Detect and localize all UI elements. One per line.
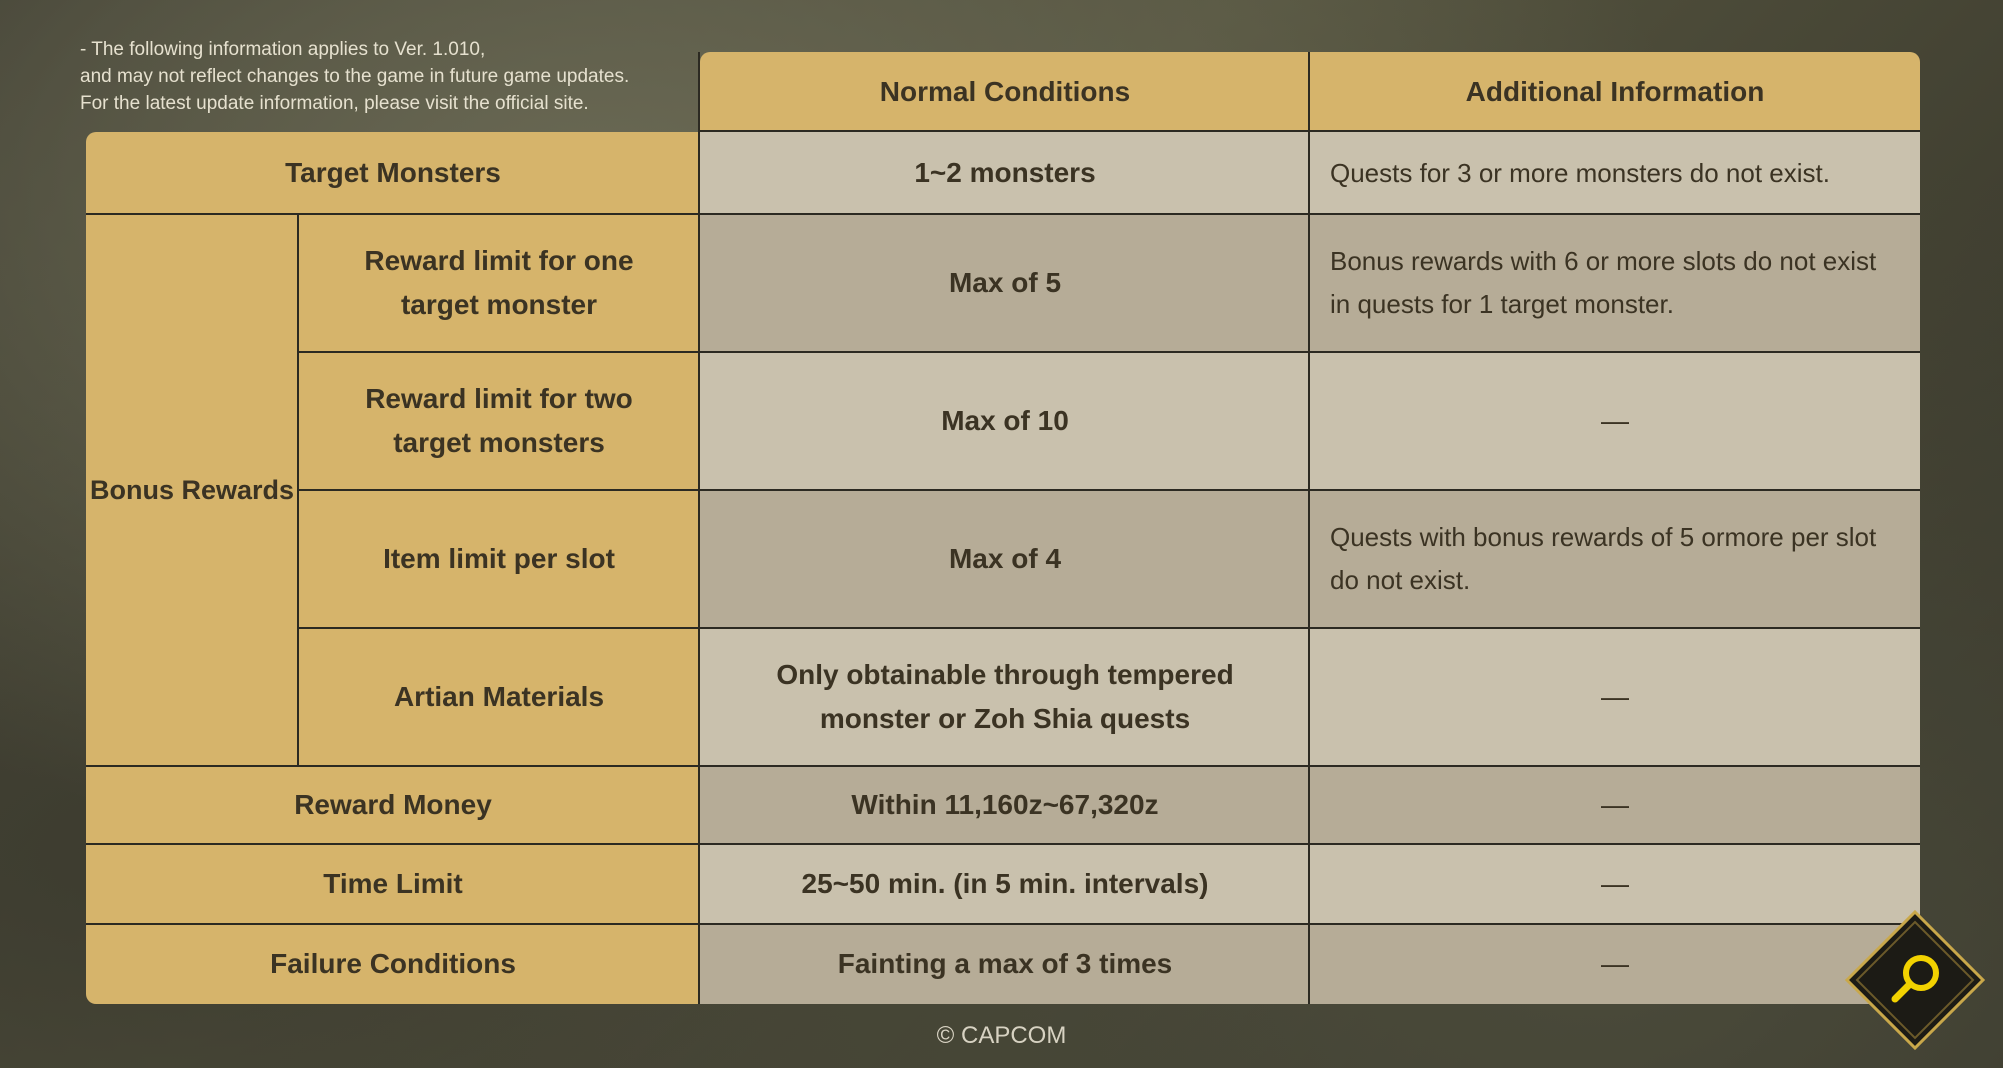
zoom-button[interactable]: [1843, 908, 1987, 1052]
artian-info: —: [1310, 628, 1920, 766]
grid-line: [298, 627, 1920, 629]
target-monsters-normal: 1~2 monsters: [700, 132, 1310, 214]
row-label-item-limit: Item limit per slot: [383, 543, 615, 574]
grid-line: [298, 489, 1920, 491]
copyright: © CAPCOM: [936, 1022, 1067, 1049]
grid-line: [1308, 52, 1310, 1004]
row-label-bonus-rewards: Bonus Rewards: [89, 475, 295, 505]
row-label-reward-money: Reward Money: [294, 789, 492, 820]
grid-line: [86, 765, 1920, 767]
row-label-reward-two: Reward limit for two target monsters: [365, 383, 633, 458]
time-limit-normal: 25~50 min. (in 5 min. intervals): [700, 844, 1310, 924]
artian-normal: Only obtainable through tempered monster or Zoh Shia quests: [700, 628, 1310, 766]
reward-two-normal: Max of 10: [700, 352, 1310, 490]
failure-normal: Fainting a max of 3 times: [700, 924, 1310, 1004]
item-limit-normal: Max of 4: [700, 490, 1310, 628]
reward-money-normal: Within 11,160z~67,320z: [700, 766, 1310, 844]
grid-line: [698, 52, 700, 1004]
target-monsters-info: Quests for 3 or more monsters do not exist.: [1310, 132, 1920, 214]
row-label-failure-conditions: Failure Conditions: [270, 948, 516, 979]
magnifier-icon: [1843, 908, 1987, 1052]
grid-line: [700, 130, 1920, 132]
grid-line: [86, 923, 1920, 925]
time-limit-info: —: [1310, 844, 1920, 924]
row-label-target-monsters: Target Monsters: [285, 157, 501, 188]
reward-one-info: Bonus rewards with 6 or more slots do not exist in quests for 1 target monster.: [1310, 214, 1920, 352]
reward-two-info: —: [1310, 352, 1920, 490]
failure-info: —: [1310, 924, 1920, 1004]
row-label-reward-one: Reward limit for one target monster: [364, 245, 634, 320]
header-normal-conditions: Normal Conditions: [700, 52, 1310, 132]
item-limit-info: Quests with bonus rewards of 5 ormore per slot do not exist.: [1310, 490, 1920, 628]
grid-line: [86, 843, 1920, 845]
reward-money-info: —: [1310, 766, 1920, 844]
header-additional-information: Additional Information: [1310, 52, 1920, 132]
grid-line: [298, 351, 1920, 353]
reward-one-normal: Max of 5: [700, 214, 1310, 352]
grid-line: [86, 213, 1920, 215]
row-label-artian-materials: Artian Materials: [393, 681, 605, 712]
grid-line: [297, 214, 299, 766]
row-label-time-limit: Time Limit: [323, 868, 463, 899]
version-notice: - The following information applies to Ver. 1.010, and may not reflect changes to the game in future game updates. For the latest update information, please visit the official site.: [80, 39, 630, 114]
